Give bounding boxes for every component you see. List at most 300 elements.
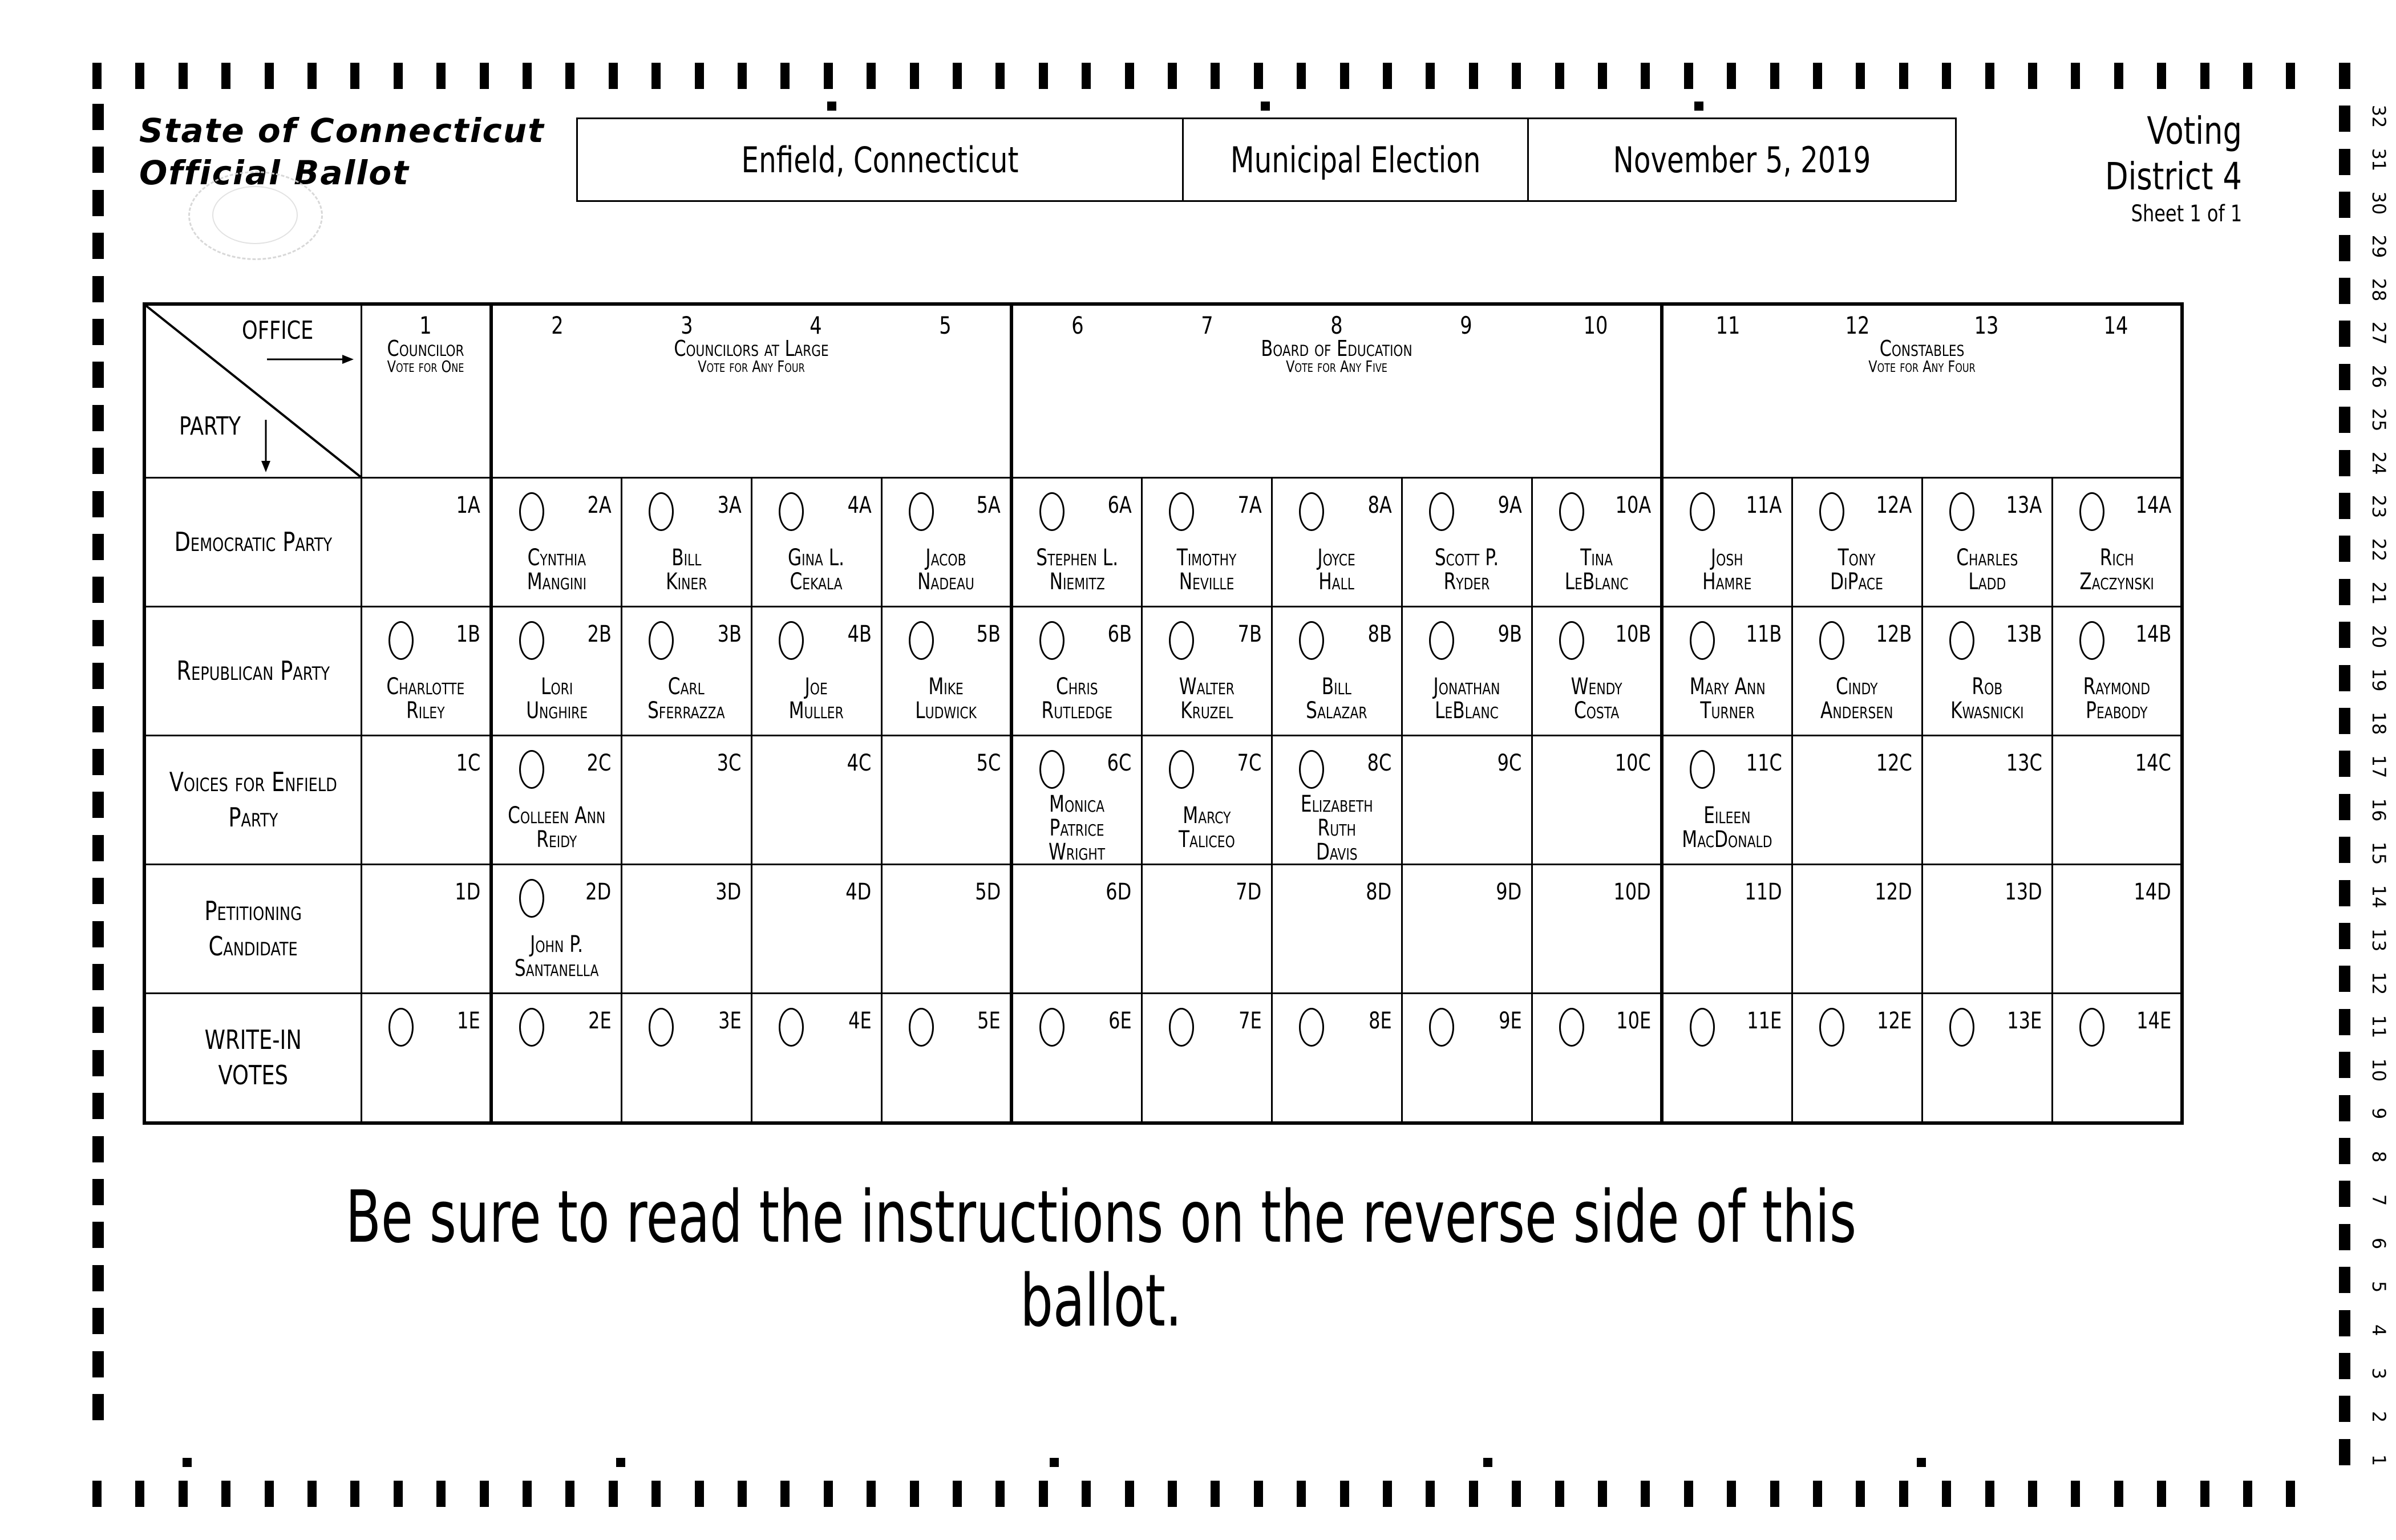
vote-oval[interactable]: [1169, 621, 1194, 660]
candidate-name: [1143, 1061, 1271, 1085]
candidate-name-line: LeBlanc: [1564, 568, 1629, 595]
cell-id: 14B: [2135, 621, 2171, 647]
column-number: 3: [681, 311, 693, 339]
candidate-cell[interactable]: [361, 606, 491, 735]
vote-oval[interactable]: [909, 492, 934, 531]
state-title-line1: State of Connecticut: [139, 111, 545, 150]
cell-id: 3C: [717, 749, 742, 776]
timing-mark: [2339, 235, 2350, 261]
cell-id: 1C: [456, 749, 480, 776]
candidate-cell[interactable]: [621, 477, 751, 606]
candidate-name-line: Davis: [1316, 838, 1358, 865]
timing-mark: [2114, 1481, 2123, 1507]
candidate-cell[interactable]: [491, 477, 621, 606]
vote-oval[interactable]: [1299, 621, 1324, 660]
cell-id: 6D: [1106, 878, 1132, 905]
timing-mark: [1598, 1481, 1607, 1507]
candidate-cell[interactable]: [1922, 606, 2052, 735]
vote-oval[interactable]: [1039, 1008, 1065, 1047]
timing-mark: [2339, 1439, 2350, 1465]
vote-oval[interactable]: [519, 750, 544, 789]
candidate-name: [1013, 1061, 1141, 1085]
timing-mark: [2339, 192, 2350, 218]
party-name-line1: Voices for Enfield: [169, 767, 337, 797]
candidate-cell[interactable]: [1272, 477, 1402, 606]
candidate-name: [1403, 933, 1531, 957]
cell-id: 7A: [1237, 492, 1262, 518]
timing-mark: [1340, 1481, 1349, 1507]
candidate-cell: [361, 864, 491, 993]
vote-oval[interactable]: [1559, 492, 1584, 531]
party-row: [144, 477, 2182, 606]
timing-mark: [436, 63, 446, 89]
candidate-name-line: Wendy: [1571, 673, 1622, 700]
vote-oval[interactable]: [1039, 621, 1065, 660]
timing-mark: [1254, 1481, 1263, 1507]
timing-mark: [265, 1481, 274, 1507]
candidate-name-line: Zaczynski: [2079, 568, 2154, 595]
candidate-cell[interactable]: [1532, 993, 1662, 1123]
candidate-name-line: Elizabeth: [1300, 791, 1373, 817]
side-number: 16: [2368, 798, 2390, 822]
candidate-cell[interactable]: [1922, 477, 2052, 606]
timing-mark: [92, 319, 104, 345]
candidate-cell[interactable]: [1662, 477, 1792, 606]
state-title: [139, 110, 545, 194]
timing-mark: [616, 1458, 625, 1467]
cell-id: 5D: [975, 878, 1001, 905]
candidate-name-line: Monica: [1049, 791, 1105, 817]
candidate-name: [1923, 933, 2051, 957]
vote-oval[interactable]: [1559, 621, 1584, 660]
vote-oval[interactable]: [649, 1008, 674, 1047]
candidate-name-line: DiPace: [1830, 568, 1884, 595]
candidate-name-line: Bill: [1321, 673, 1352, 700]
timing-mark: [609, 63, 618, 89]
candidate-name-line: Chris: [1055, 673, 1098, 700]
vote-oval[interactable]: [1819, 1008, 1844, 1047]
candidate-cell[interactable]: [1272, 735, 1402, 864]
candidate-cell[interactable]: [621, 606, 751, 735]
candidate-name-line: Stephen L.: [1035, 544, 1118, 571]
vote-oval[interactable]: [1039, 492, 1065, 531]
timing-mark: [780, 63, 790, 89]
vote-oval[interactable]: [1429, 1008, 1454, 1047]
vote-oval[interactable]: [1169, 1008, 1194, 1047]
party-name-line1: Democratic Party: [174, 526, 333, 557]
timing-mark: [1512, 1481, 1521, 1507]
timing-mark: [2339, 1310, 2350, 1336]
timing-mark: [1297, 1481, 1306, 1507]
cell-id: 11B: [1746, 621, 1782, 647]
cell-id: 13E: [2007, 1007, 2042, 1034]
candidate-cell[interactable]: [1272, 606, 1402, 735]
cell-id: 11C: [1746, 749, 1782, 776]
cell-id: 9E: [1498, 1007, 1522, 1034]
timing-mark: [1985, 1481, 1994, 1507]
vote-oval[interactable]: [519, 621, 544, 660]
candidate-name: [1664, 1061, 1791, 1085]
cell-id: 5B: [976, 621, 1001, 647]
vote-oval[interactable]: [388, 1008, 414, 1047]
vote-oval[interactable]: [1690, 750, 1715, 789]
candidate-name: [1793, 1061, 1921, 1085]
vote-oval[interactable]: [1819, 492, 1844, 531]
candidate-cell[interactable]: [1142, 735, 1272, 864]
candidate-cell[interactable]: [1142, 477, 1272, 606]
vote-oval[interactable]: [519, 1008, 544, 1047]
candidate-cell: [1011, 864, 1142, 993]
side-number: 19: [2368, 668, 2390, 692]
candidate-cell[interactable]: [751, 993, 881, 1123]
timing-mark: [92, 663, 104, 689]
office-name: Board of Education: [1261, 336, 1412, 361]
side-number: 26: [2368, 364, 2390, 388]
candidate-name-line: Tina: [1580, 544, 1613, 571]
vote-oval[interactable]: [1299, 492, 1324, 531]
timing-mark: [2339, 1181, 2350, 1207]
candidate-cell[interactable]: [621, 993, 751, 1123]
candidate-name-line: Rutledge: [1041, 697, 1113, 724]
vote-oval[interactable]: [909, 1008, 934, 1047]
candidate-cell[interactable]: [1011, 606, 1142, 735]
side-number: 21: [2368, 581, 2390, 605]
timing-mark: [1598, 63, 1607, 89]
candidate-cell[interactable]: [1402, 477, 1532, 606]
timing-mark: [1813, 63, 1822, 89]
candidate-cell[interactable]: [751, 606, 881, 735]
timing-mark: [2243, 63, 2252, 89]
candidate-cell[interactable]: [1662, 606, 1792, 735]
cell-id: 4E: [848, 1007, 872, 1034]
office-header-row: [144, 304, 2182, 477]
candidate-name-line: Josh: [1711, 544, 1744, 571]
office-councilors-at-large: [491, 304, 1011, 477]
candidate-name: [622, 546, 751, 594]
office-councilor: [361, 304, 491, 477]
candidate-name-line: Joyce: [1317, 544, 1356, 571]
vote-oval[interactable]: [1299, 750, 1324, 789]
candidate-cell[interactable]: [1532, 477, 1662, 606]
timing-mark: [2339, 1052, 2350, 1078]
candidate-cell: [1402, 735, 1532, 864]
candidate-name-line: Reidy: [536, 826, 577, 853]
office-party-corner: [144, 304, 361, 477]
cell-id: 9C: [1497, 749, 1522, 776]
candidate-name: [1143, 675, 1271, 723]
vote-oval[interactable]: [1169, 750, 1194, 789]
candidate-cell[interactable]: [491, 606, 621, 735]
candidate-name-line: Mike: [928, 673, 964, 700]
candidate-name-line: Hamre: [1702, 568, 1752, 595]
candidate-cell[interactable]: [1142, 993, 1272, 1123]
timing-mark: [480, 63, 489, 89]
candidate-name: [622, 933, 751, 957]
candidate-cell[interactable]: [491, 993, 621, 1123]
candidate-name-line: Nadeau: [917, 568, 975, 595]
timing-mark: [780, 1481, 790, 1507]
timing-mark: [179, 1481, 188, 1507]
candidate-name-line: Jonathan: [1433, 673, 1500, 700]
candidate-name: [1013, 792, 1141, 864]
candidate-name: [1664, 804, 1791, 852]
timing-mark: [92, 792, 104, 818]
timing-mark: [695, 63, 704, 89]
candidate-name: [1793, 933, 1921, 957]
cell-id: 3B: [717, 621, 742, 647]
candidate-cell: [1532, 864, 1662, 993]
timing-mark: [92, 448, 104, 474]
voting-district: Voting District 4: [2104, 109, 2242, 198]
vote-oval[interactable]: [519, 879, 544, 918]
candidate-cell[interactable]: [1272, 993, 1402, 1123]
vote-oval[interactable]: [649, 492, 674, 531]
candidate-name: [1533, 1061, 1661, 1085]
candidate-cell[interactable]: [1922, 993, 2052, 1123]
candidate-name-line: Kwasnicki: [1950, 697, 2024, 724]
candidate-name-line: Kruzel: [1180, 697, 1233, 724]
cell-id: 1B: [456, 621, 480, 647]
candidate-cell[interactable]: [881, 993, 1011, 1123]
side-number: 28: [2368, 278, 2390, 302]
cell-id: 8B: [1367, 621, 1392, 647]
election-name: Municipal Election: [1230, 139, 1481, 181]
cell-id: 12D: [1875, 878, 1912, 905]
timing-mark: [265, 63, 274, 89]
vote-oval[interactable]: [1299, 1008, 1324, 1047]
cell-id: 2D: [585, 878, 612, 905]
candidate-name-line: Tony: [1838, 544, 1876, 571]
candidate-cell[interactable]: [1792, 477, 1922, 606]
candidate-name-line: Carl: [667, 673, 705, 700]
cell-id: 7B: [1237, 621, 1262, 647]
candidate-name: [1923, 804, 2051, 828]
column-number: 6: [1071, 311, 1084, 339]
vote-oval[interactable]: [1949, 621, 1974, 660]
timing-mark: [2200, 1481, 2209, 1507]
candidate-cell: [621, 735, 751, 864]
candidate-name-line: Wright: [1049, 838, 1106, 865]
office-name: Constables: [1879, 336, 1965, 361]
timing-mark: [2157, 1481, 2166, 1507]
cell-id: 6C: [1107, 749, 1132, 776]
timing-mark: [867, 63, 876, 89]
cell-id: 8C: [1367, 749, 1392, 776]
timing-mark: [2339, 149, 2350, 175]
candidate-cell[interactable]: [1142, 606, 1272, 735]
candidate-name-line: Taliceo: [1178, 826, 1235, 853]
side-number: 22: [2368, 538, 2390, 562]
candidate-cell[interactable]: [491, 735, 621, 864]
vote-oval[interactable]: [2079, 621, 2104, 660]
cell-id: 6E: [1108, 1007, 1132, 1034]
vote-oval[interactable]: [1169, 492, 1194, 531]
candidate-cell[interactable]: [1402, 606, 1532, 735]
candidate-cell[interactable]: [1402, 993, 1532, 1123]
sheet-number: Sheet 1 of 1: [2131, 201, 2242, 227]
vote-oval[interactable]: [649, 621, 674, 660]
timing-mark: [1383, 63, 1392, 89]
timing-mark: [2157, 63, 2166, 89]
vote-oval[interactable]: [1819, 621, 1844, 660]
timing-mark: [92, 749, 104, 775]
vote-oval[interactable]: [1949, 492, 1974, 531]
cell-id: 14E: [2136, 1007, 2171, 1034]
candidate-name: [1273, 1061, 1401, 1085]
candidate-name-line: John P.: [530, 931, 584, 958]
candidate-cell[interactable]: [2052, 477, 2182, 606]
candidate-cell[interactable]: [361, 993, 491, 1123]
candidate-name: [883, 546, 1010, 594]
vote-oval[interactable]: [1429, 621, 1454, 660]
timing-mark: [738, 63, 747, 89]
candidate-name-line: Colleen Ann: [508, 802, 606, 829]
timing-mark: [2200, 63, 2209, 89]
candidate-name: [1533, 804, 1661, 828]
cell-id: 1E: [457, 1007, 480, 1034]
vote-oval[interactable]: [779, 621, 804, 660]
side-number: 18: [2368, 711, 2390, 735]
candidate-cell[interactable]: [1011, 735, 1142, 864]
vote-oval[interactable]: [519, 492, 544, 531]
vote-oval[interactable]: [779, 1008, 804, 1047]
candidate-name: [1923, 675, 2051, 723]
candidate-name: [1533, 675, 1661, 723]
vote-oval[interactable]: [1690, 1008, 1715, 1047]
timing-mark: [1770, 1481, 1779, 1507]
candidate-cell: [361, 477, 491, 606]
column-number: 7: [1201, 311, 1213, 339]
vote-oval[interactable]: [2079, 1008, 2104, 1047]
office-constables: [1662, 304, 2182, 477]
candidate-name: [2053, 675, 2181, 723]
candidate-cell[interactable]: [1662, 993, 1792, 1123]
timing-mark: [995, 1481, 1005, 1507]
vote-oval[interactable]: [1690, 621, 1715, 660]
column-number: 5: [939, 311, 952, 339]
timing-mark: [1426, 63, 1435, 89]
cell-id: 6B: [1107, 621, 1132, 647]
candidate-name-line: Salazar: [1306, 697, 1367, 724]
candidate-name: [493, 804, 621, 852]
candidate-cell[interactable]: [881, 477, 1011, 606]
candidate-cell[interactable]: [2052, 606, 2182, 735]
timing-mark: [2339, 579, 2350, 605]
timing-mark: [2071, 1481, 2080, 1507]
candidate-name: [1273, 546, 1401, 594]
party-label: PARTY: [179, 412, 241, 441]
candidate-cell[interactable]: [1662, 735, 1792, 864]
timing-mark: [1813, 1481, 1822, 1507]
cell-id: 3D: [715, 878, 742, 905]
timing-mark: [2339, 966, 2350, 992]
instructions-text: [0, 1175, 2202, 1343]
candidate-name: [2053, 933, 2181, 957]
candidate-name: [1143, 933, 1271, 957]
candidate-name: [362, 1061, 490, 1085]
candidate-name: [883, 1061, 1010, 1085]
timing-mark: [436, 1481, 446, 1507]
candidate-cell[interactable]: [751, 477, 881, 606]
vote-oval[interactable]: [779, 492, 804, 531]
candidate-cell[interactable]: [491, 864, 621, 993]
timing-mark: [92, 706, 104, 732]
vote-oval[interactable]: [2079, 492, 2104, 531]
timing-mark: [2339, 708, 2350, 734]
timing-mark: [92, 1136, 104, 1162]
timing-mark: [1082, 1481, 1091, 1507]
vote-oval[interactable]: [909, 621, 934, 660]
candidate-name-line: Cekala: [790, 568, 843, 595]
cell-id: 4B: [847, 621, 872, 647]
candidate-cell: [881, 864, 1011, 993]
timing-mark: [2071, 63, 2080, 89]
side-number: 23: [2368, 495, 2390, 518]
candidate-name-line: LeBlanc: [1435, 697, 1499, 724]
candidate-name-line: Jacob: [925, 544, 966, 571]
vote-oval[interactable]: [1429, 492, 1454, 531]
side-number: 9: [2368, 1107, 2390, 1120]
office-label: OFFICE: [242, 316, 314, 345]
candidate-cell[interactable]: [2052, 993, 2182, 1123]
timing-mark: [135, 63, 144, 89]
vote-oval[interactable]: [1949, 1008, 1974, 1047]
candidate-cell: [1792, 864, 1922, 993]
vote-oval[interactable]: [1039, 750, 1065, 789]
candidate-cell[interactable]: [881, 606, 1011, 735]
column-number: 1: [419, 311, 432, 339]
timing-mark: [135, 1481, 144, 1507]
candidate-name: [493, 1061, 621, 1085]
timing-mark: [1125, 1481, 1134, 1507]
vote-oval[interactable]: [1690, 492, 1715, 531]
cell-id: 2B: [587, 621, 612, 647]
timing-mark: [2339, 450, 2350, 476]
timing-mark: [651, 1481, 661, 1507]
candidate-cell: [1792, 735, 1922, 864]
candidate-name: [1664, 675, 1791, 723]
vote-oval[interactable]: [388, 621, 414, 660]
cell-id: 3A: [717, 492, 742, 518]
timing-mark: [1694, 102, 1703, 111]
candidate-name: [622, 675, 751, 723]
cell-id: 1A: [456, 492, 480, 518]
column-number: 10: [1583, 311, 1608, 339]
candidate-cell[interactable]: [1011, 993, 1142, 1123]
candidate-name: [1403, 546, 1531, 594]
candidate-name: [493, 675, 621, 723]
candidate-cell[interactable]: [1011, 477, 1142, 606]
timing-mark: [179, 63, 188, 89]
cell-id: 13B: [2006, 621, 2042, 647]
cell-id: 3E: [718, 1007, 742, 1034]
timing-mark: [2339, 1095, 2350, 1121]
timing-mark: [350, 1481, 359, 1507]
timing-mark: [350, 63, 359, 89]
candidate-cell[interactable]: [1532, 606, 1662, 735]
cell-id: 12B: [1876, 621, 1912, 647]
candidate-name: [1143, 804, 1271, 852]
timing-mark: [1211, 1481, 1220, 1507]
vote-oval[interactable]: [1559, 1008, 1584, 1047]
timing-mark: [92, 63, 102, 89]
candidate-name: [493, 546, 621, 594]
candidate-cell[interactable]: [1792, 606, 1922, 735]
candidate-cell[interactable]: [1792, 993, 1922, 1123]
candidate-name: [362, 546, 490, 570]
timing-mark: [92, 491, 104, 517]
cell-id: 7E: [1238, 1007, 1262, 1034]
